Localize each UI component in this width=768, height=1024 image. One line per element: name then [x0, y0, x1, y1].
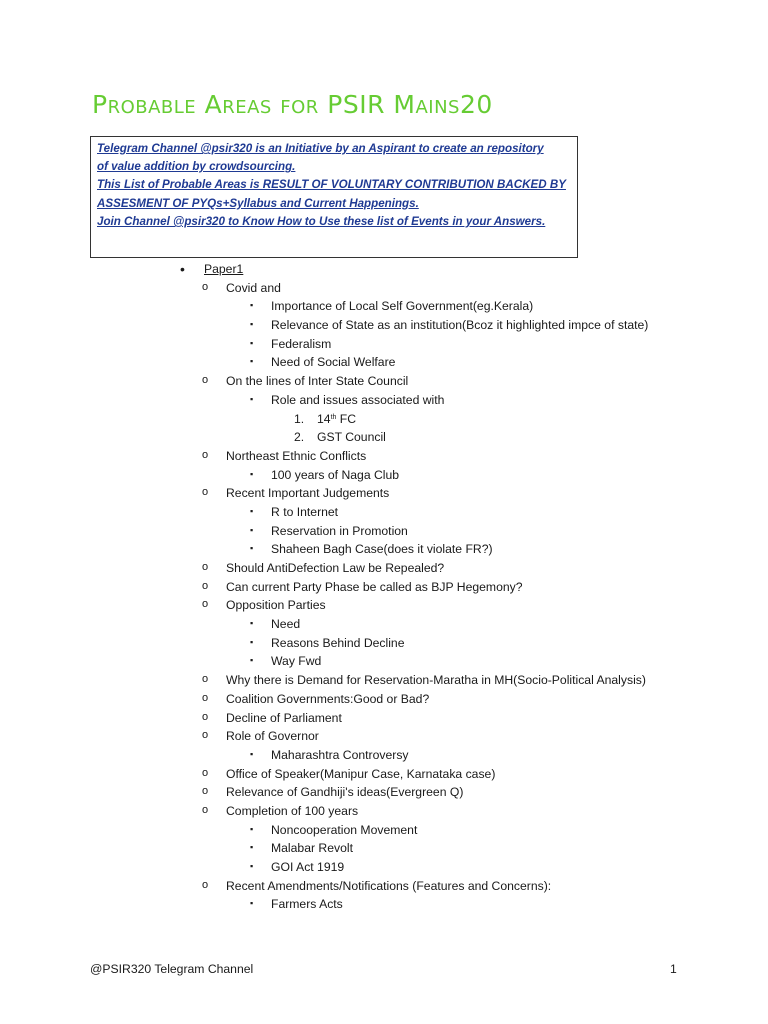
bullet-icon: ▪ [250, 618, 254, 629]
outline-text: Malabar Revolt [271, 841, 353, 856]
bullet-icon: ▪ [250, 861, 254, 871]
notice-line: Join Channel @psir320 to Know How to Use these list of Events in your Answers. [97, 214, 546, 228]
outline-text: GST Council [317, 430, 386, 445]
outline-text: Shaheen Bagh Case(does it violate FR?) [271, 542, 493, 557]
bullet-icon: • [180, 261, 185, 277]
outline-item-level2 [0, 372, 768, 391]
bullet-icon: ▪ [250, 337, 254, 348]
outline-text: Paper1 [204, 262, 244, 276]
bullet-icon: ▪ [250, 356, 254, 367]
bullet-icon: o [202, 766, 209, 779]
outline-item-level2 [0, 765, 768, 784]
bullet-icon: o [202, 374, 209, 387]
bullet-icon: ▪ [250, 505, 254, 516]
outline-item-level3 [0, 858, 768, 877]
bullet-icon: ▪ [250, 524, 254, 535]
outline-text-main: 14 [317, 411, 331, 426]
outline-item-level3 [0, 895, 768, 914]
outline-text: Noncooperation Movement [271, 822, 418, 837]
outline-item-level3 [0, 353, 768, 372]
outline-text [317, 410, 356, 429]
page-title: Probable Areas for PSIR Mains20 [92, 90, 493, 119]
outline-item-level2 [0, 559, 768, 578]
outline-item-level3 [0, 652, 768, 671]
outline-item-level3 [0, 391, 768, 410]
outline-text: Covid and [226, 280, 281, 295]
notice-line: This List of Probable Areas is RESULT OF VOLUNTARY CONTRIBUTION BACKED BY [97, 178, 566, 192]
bullet-icon: ▪ [250, 655, 254, 666]
item-number: 1. [294, 411, 305, 426]
outline-text: On the lines of Inter State Council [226, 374, 409, 389]
bullet-icon: o [202, 561, 209, 573]
outline-text: Maharashtra Controversy [271, 747, 409, 762]
bullet-icon: ▪ [250, 636, 254, 647]
outline-text: Role and issues associated with [271, 392, 445, 407]
outline-text: Coalition Governments:Good or Bad? [226, 691, 430, 706]
ordinal-suffix: th [330, 413, 337, 421]
outline-text: Opposition Parties [226, 598, 326, 613]
outline-text: Need [271, 617, 301, 632]
notice-box [90, 136, 578, 258]
outline-text: Relevance of Gandhiji's ideas(Evergreen Q) [226, 785, 464, 800]
outline-item-level2 [0, 877, 768, 896]
outline-text: GOI Act 1919 [271, 860, 345, 874]
outline-text: Northeast Ethnic Conflicts [226, 448, 367, 463]
outline-item-level3 [0, 634, 768, 653]
outline-item-level2 [0, 690, 768, 709]
outline-item-level3 [0, 839, 768, 858]
outline-item-level3 [0, 503, 768, 522]
outline-text-rest: FC [336, 411, 357, 426]
outline-item-level3 [0, 540, 768, 559]
outline-text: Way Fwd [271, 654, 322, 669]
bullet-icon: o [202, 579, 209, 592]
bullet-icon: ▪ [250, 543, 254, 554]
bullet-icon: o [202, 486, 209, 499]
outline-item-level3 [0, 746, 768, 765]
bullet-icon: o [202, 673, 209, 686]
outline-item-level4 [0, 410, 768, 429]
bullet-icon: ▪ [250, 748, 254, 759]
outline-item-level2 [0, 671, 768, 690]
outline-item-level2 [0, 484, 768, 503]
outline-item-level2 [0, 596, 768, 615]
outline-item-level3 [0, 335, 768, 354]
notice-line: Telegram Channel @psir320 is an Initiative by an Aspirant to create an repository [97, 142, 544, 155]
outline-item-level3 [0, 316, 768, 335]
bullet-icon: o [202, 448, 209, 461]
outline-item-level3 [0, 615, 768, 634]
footer-channel: @PSIR320 Telegram Channel [90, 962, 254, 976]
outline-text: 100 years of Naga Club [271, 467, 400, 482]
page-number: 1 [670, 962, 677, 976]
outline-text: Reservation in Promotion [271, 523, 408, 538]
outline-text: Farmers Acts [271, 897, 343, 912]
outline-text: Recent Important Judgements [226, 486, 390, 501]
bullet-icon: o [202, 729, 209, 742]
outline-item-level3 [0, 522, 768, 541]
outline-item-level1 [0, 260, 768, 279]
outline-text: Decline of Parliament [226, 710, 342, 725]
outline-text: Relevance of State as an institution(Bcoz it highlighted impce of state) [271, 318, 649, 333]
outline-item-level2 [0, 447, 768, 466]
bullet-icon: o [202, 598, 209, 611]
outline-item-level3 [0, 297, 768, 316]
outline-text: Federalism [271, 336, 332, 351]
outline-text: Completion of 100 years [226, 803, 359, 818]
bullet-icon: ▪ [250, 842, 254, 853]
notice-line: ASSESMENT OF PYQs+Syllabus and Current Happenings. [97, 196, 419, 210]
bullet-icon: ▪ [250, 468, 254, 479]
outline-text: R to Internet [271, 504, 339, 519]
outline-text: Office of Speaker(Manipur Case, Karnataka case) [226, 766, 496, 781]
outline-item-level2 [0, 727, 768, 746]
outline-text: Need of Social Welfare [271, 355, 396, 370]
notice-line: of value addition by crowdsourcing. [97, 160, 296, 174]
bullet-icon: ▪ [250, 823, 254, 834]
bullet-icon: o [202, 691, 209, 704]
bullet-icon: ▪ [250, 393, 254, 404]
outline-item-level3 [0, 466, 768, 485]
bullet-icon: ▪ [250, 319, 254, 330]
outline-item-level4 [0, 428, 768, 447]
outline-text: Why there is Demand for Reservation-Maratha in MH(Socio-Political Analysis) [226, 673, 646, 688]
outline-text: Importance of Local Self Government(eg.Kerala) [271, 299, 534, 314]
outline-item-level3 [0, 821, 768, 840]
outline-text: Reasons Behind Decline [271, 635, 405, 650]
outline-list [0, 260, 768, 914]
bullet-icon: o [202, 878, 209, 891]
bullet-icon: ▪ [250, 300, 254, 311]
bullet-icon: o [202, 710, 209, 723]
outline-text: Can current Party Phase be called as BJP Hegemony? [226, 579, 523, 594]
bullet-icon: o [202, 803, 209, 816]
outline-item-level2 [0, 709, 768, 728]
bullet-icon: ▪ [250, 898, 254, 909]
outline-item-level2 [0, 783, 768, 802]
outline-item-level2 [0, 578, 768, 597]
outline-item-level2 [0, 802, 768, 821]
outline-text: Recent Amendments/Notifications (Features and Concerns): [226, 878, 552, 893]
bullet-icon: o [202, 280, 209, 293]
bullet-icon: o [202, 785, 209, 798]
outline-text: Should AntiDefection Law be Repealed? [226, 561, 445, 575]
outline-item-level2 [0, 279, 768, 298]
item-number: 2. [294, 430, 305, 445]
outline-text: Role of Governor [226, 729, 319, 744]
